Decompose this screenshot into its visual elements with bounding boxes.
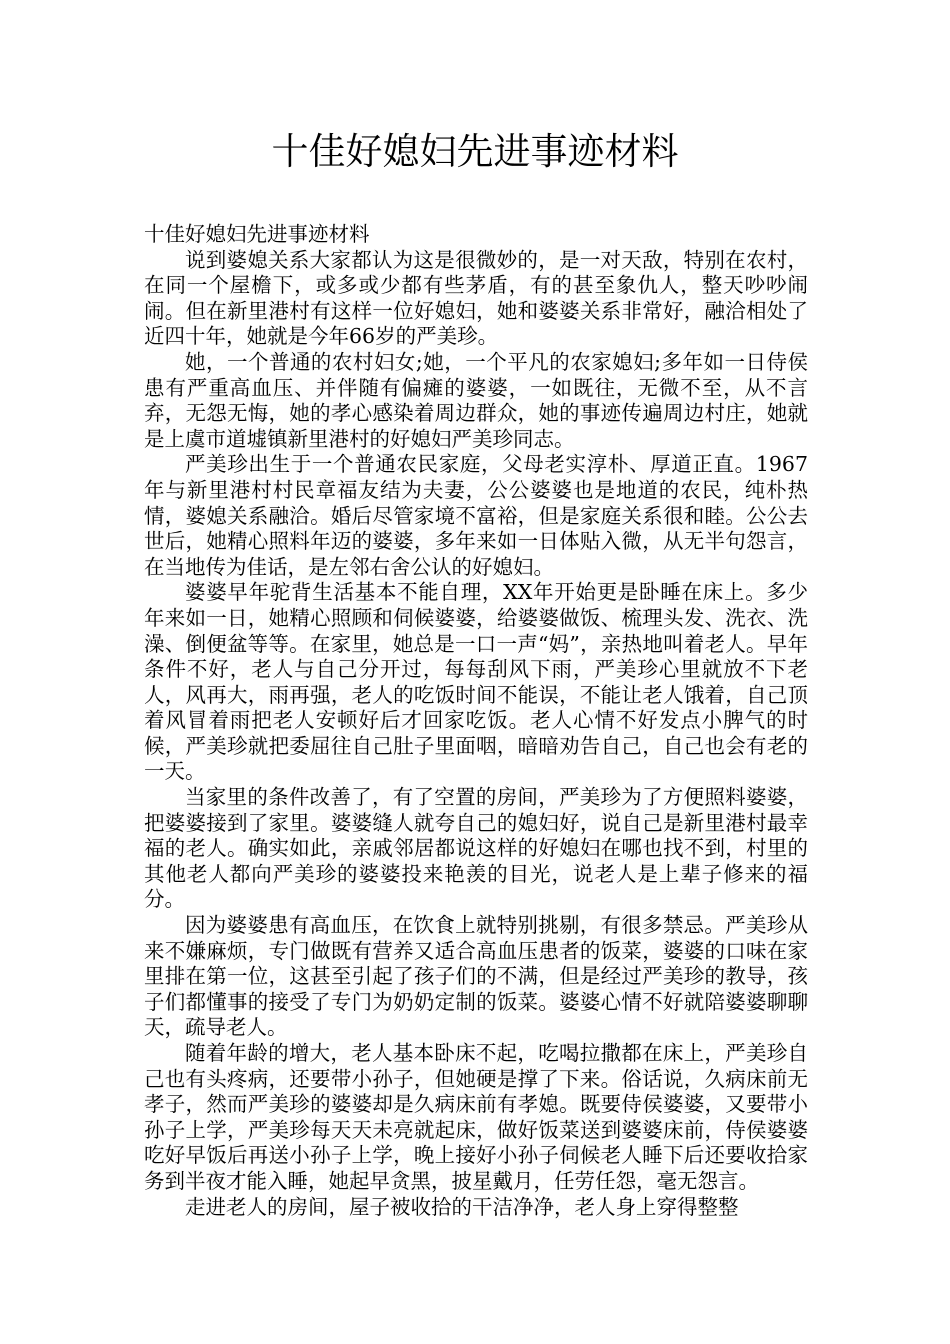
document-subtitle: 十佳好媳妇先进事迹材料: [144, 222, 370, 246]
paragraph: 严美珍出生于一个普通农民家庭，父母老实淳朴、厚道正直。1967年与新里港村村民章福友结为夫妻，公公婆婆也是地道的农民，纯朴热情，婆媳关系融洽。婚后尽管家境不富裕，但是家庭关系很和睦。公公去世后，她精心照料年迈的婆婆，多年来如一日体贴入微，从无半句怨言，在当地传为佳话，是左邻右舍公认的好媳妇。: [144, 452, 808, 579]
document-body: [144, 222, 808, 1220]
paragraph: 因为婆婆患有高血压，在饮食上就特别挑剔，有很多禁忌。严美珍从来不嫌麻烦，专门做既有营养又适合高血压患者的饭菜，婆婆的口味在家里排在第一位，这甚至引起了孩子们的不满，但是经过严美珍的教导，孩子们都懂事的接受了专门为奶奶定制的饭菜。婆婆心情不好就陪婆婆聊聊天，疏导老人。: [144, 913, 808, 1040]
paragraph: 当家里的条件改善了，有了空置的房间，严美珍为了方便照料婆婆，把婆婆接到了家里。婆婆缝人就夸自己的媳妇好，说自己是新里港村最幸福的老人。确实如此，亲戚邻居都说这样的好媳妇在哪也找不到，村里的其他老人都向严美珍的婆婆投来艳羡的目光，说老人是上辈子修来的福分。: [144, 785, 808, 912]
paragraph: 婆婆早年驼背生活基本不能自理，XX年开始更是卧睡在床上。多少年来如一日，她精心照顾和伺候婆婆，给婆婆做饭、梳理头发、洗衣、洗澡、倒便盆等等。在家里，她总是一口一声“妈”，亲热地叫着老人。早年条件不好，老人与自己分开过，每每刮风下雨，严美珍心里就放不下老人，风再大，雨再强，老人的吃饭时间不能误，不能让老人饿着，自己顶着风冒着雨把老人安顿好后才回家吃饭。老人心情不好发点小脾气的时候，严美珍就把委屈往自己肚子里面咽，暗暗劝告自己，自己也会有老的一天。: [144, 580, 808, 784]
paragraph: 说到婆媳关系大家都认为这是很微妙的，是一对天敌，特别在农村，在同一个屋檐下，或多或少都有些茅盾，有的甚至象仇人，整天吵吵闹闹。但在新里港村有这样一位好媳妇，她和婆婆关系非常好，融洽相处了近四十年，她就是今年66岁的严美珍。: [144, 247, 808, 349]
paragraph: 她，一个普通的农村妇女;她，一个平凡的农家媳妇;多年如一日侍侯患有严重高血压、并伴随有偏瘫的婆婆，一如既往，无微不至，从不言弃，无怨无悔，她的孝心感染着周边群众，她的事迹传遍周边村庄，她就是上虞市道墟镇新里港村的好媳妇严美珍同志。: [144, 349, 808, 451]
document-title: 十佳好媳妇先进事迹材料: [271, 130, 679, 173]
paragraph: 走进老人的房间，屋子被收拾的干洁净净，老人身上穿得整整: [185, 1194, 739, 1219]
paragraph: 随着年龄的增大，老人基本卧床不起，吃喝拉撒都在床上，严美珍自己也有头疼病，还要带小孙子，但她硬是撑了下来。俗话说，久病床前无孝子，然而严美珍的婆婆却是久病床前有孝媳。既要侍侯婆婆，又要带小孙子上学，严美珍每天天未亮就起床，做好饭菜送到婆婆床前，侍侯婆婆吃好早饭后再送小孙子上学，晚上接好小孙子伺候老人睡下后还要收拾家务到半夜才能入睡，她起早贪黑，披星戴月，任劳任怨，毫无怨言。: [144, 1041, 808, 1193]
